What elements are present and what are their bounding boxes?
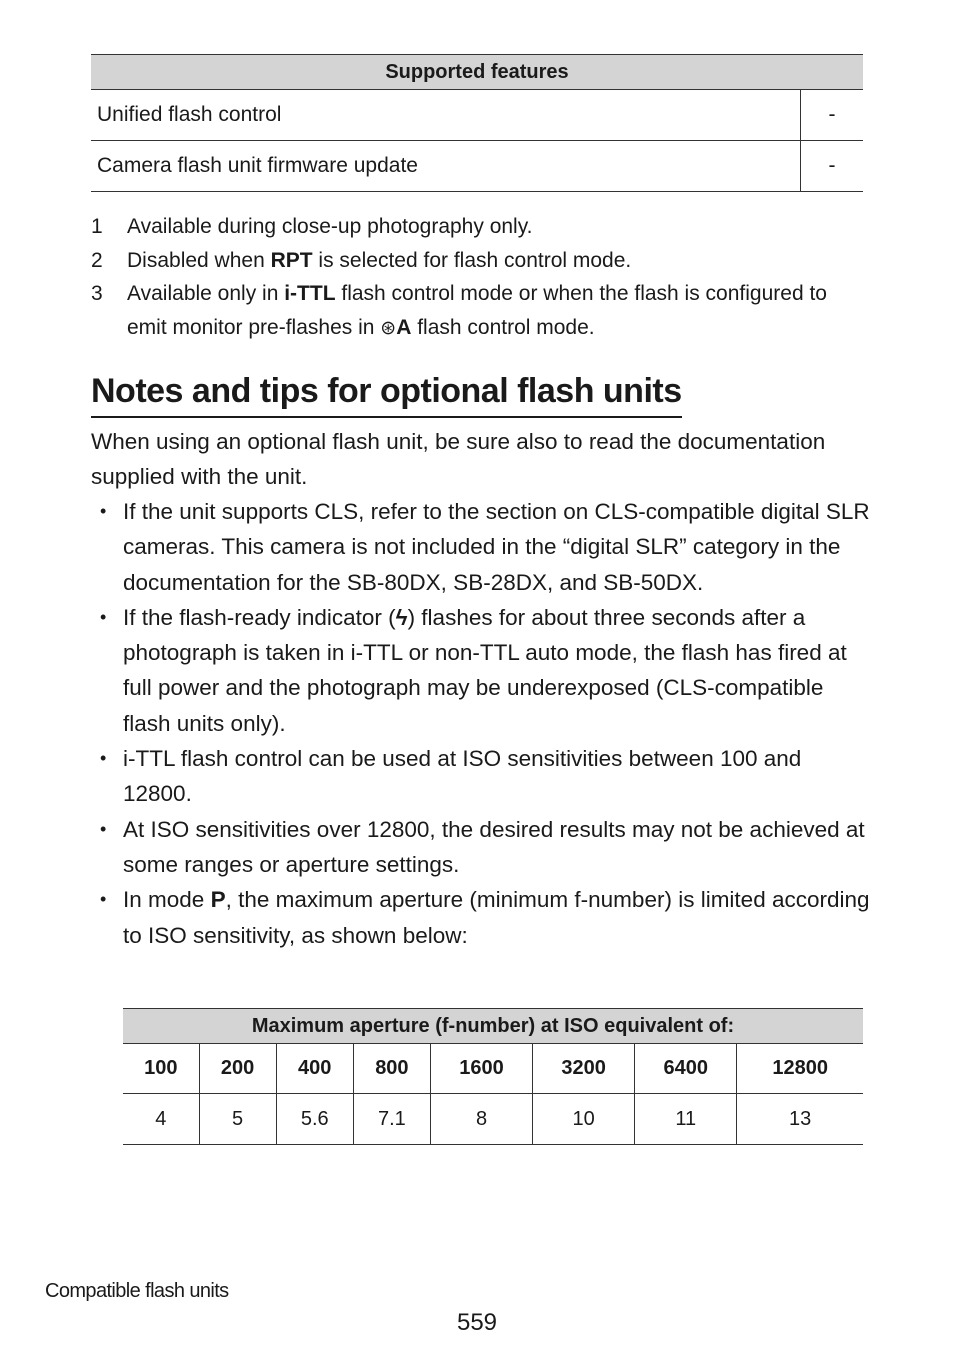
auto-mode-label: A	[396, 315, 412, 339]
list-item-text: i-TTL flash control can be used at ISO sensitivities between 100 and 12800.	[123, 746, 802, 807]
footer-section-link[interactable]: Compatible flash units	[45, 1280, 229, 1302]
aperture-auto-icon: ⊛	[380, 317, 397, 339]
aperture-cell: 8	[430, 1094, 532, 1145]
list-item-text: , the maximum aperture (minimum f-number) is limited according to ISO sensitivity, as shown below:	[123, 887, 870, 948]
aperture-cell: 4	[123, 1094, 199, 1145]
list-item-text: If the flash-ready indicator (	[123, 604, 396, 630]
footnote-text: Available during close-up photography only.	[127, 215, 533, 238]
supported-features-table	[91, 54, 863, 192]
list-item	[91, 494, 871, 600]
list-item-text: At ISO sensitivities over 12800, the desired results may not be achieved at some ranges or aperture settings.	[123, 816, 865, 877]
list-item	[91, 812, 871, 883]
aperture-cell: 13	[737, 1094, 863, 1145]
iso-header-cell: 200	[199, 1044, 276, 1094]
aperture-cell: 7.1	[353, 1094, 430, 1145]
list-item-text: If the unit supports CLS, refer to the section on CLS-compatible digital SLR cameras. This camera is not included in the “digital SLR” category in the documentation for the SB-80DX, SB-28DX, and SB-50DX.	[123, 499, 870, 595]
iso-header-cell: 1600	[430, 1044, 532, 1094]
program-mode-label: P	[210, 887, 226, 913]
intro-paragraph: When using an optional flash unit, be sure also to read the documentation supplied with the unit.	[91, 429, 826, 490]
bullet-icon: •	[100, 501, 107, 521]
footnote	[91, 277, 863, 345]
aperture-cell: 10	[533, 1094, 635, 1145]
iso-aperture-table	[123, 1008, 863, 1145]
bullet-icon: •	[100, 606, 107, 627]
table-title: Maximum aperture (f-number) at ISO equivalent of:	[123, 1009, 863, 1044]
iso-header-cell: 12800	[737, 1044, 863, 1094]
iso-header-cell: 800	[353, 1044, 430, 1094]
section-title: Notes and tips for optional flash units	[91, 369, 682, 418]
bullet-icon: •	[100, 818, 107, 839]
list-item	[91, 882, 871, 953]
bullet-icon: •	[100, 889, 107, 910]
footnote-text: is selected for flash control mode.	[312, 248, 632, 272]
footnotes	[91, 210, 863, 345]
footnote-text: flash control mode or when the flash is configured to emit monitor pre-flashes in	[127, 282, 827, 339]
iso-header-cell: 100	[123, 1044, 199, 1094]
ittl-mode-label: i-TTL	[284, 282, 336, 305]
table-row	[91, 90, 863, 141]
list-item-text: ) flashes for about three seconds after a photograph is taken in i-TTL or non-TTL auto mode, the flash has fired at full power and the photograph may be underexposed (CLS-compatible flash units only).	[123, 604, 847, 736]
list-item	[91, 600, 871, 741]
table-header-row	[123, 1044, 863, 1094]
page-number: 559	[456, 1309, 498, 1336]
footnote-number: 1	[91, 215, 103, 238]
footnote-text: Available only in	[127, 282, 285, 305]
footnote	[91, 210, 863, 244]
footnote-number: 2	[91, 248, 103, 272]
iso-header-cell: 3200	[533, 1044, 635, 1094]
table-header: Supported features	[91, 55, 863, 90]
footnote-text: flash control mode.	[411, 315, 595, 339]
bullet-icon: •	[100, 748, 107, 769]
list-item	[91, 741, 871, 812]
feature-value: -	[801, 141, 864, 192]
aperture-cell: 11	[635, 1094, 737, 1145]
footnote-number: 3	[91, 282, 103, 305]
feature-value: -	[801, 90, 864, 141]
aperture-cell: 5.6	[276, 1094, 353, 1145]
table-row	[91, 141, 863, 192]
flash-ready-icon: ϟ	[395, 604, 408, 630]
aperture-cell: 5	[199, 1094, 276, 1145]
feature-label: Camera flash unit firmware update	[91, 141, 801, 192]
feature-label: Unified flash control	[91, 90, 801, 141]
list-item-text: In mode	[123, 887, 211, 913]
iso-header-cell: 6400	[635, 1044, 737, 1094]
tips-list	[91, 494, 871, 953]
footnote-text: Disabled when	[127, 248, 271, 272]
footnote	[91, 244, 863, 278]
rpt-mode-label: RPT	[270, 248, 313, 272]
iso-header-cell: 400	[276, 1044, 353, 1094]
table-row	[123, 1094, 863, 1145]
